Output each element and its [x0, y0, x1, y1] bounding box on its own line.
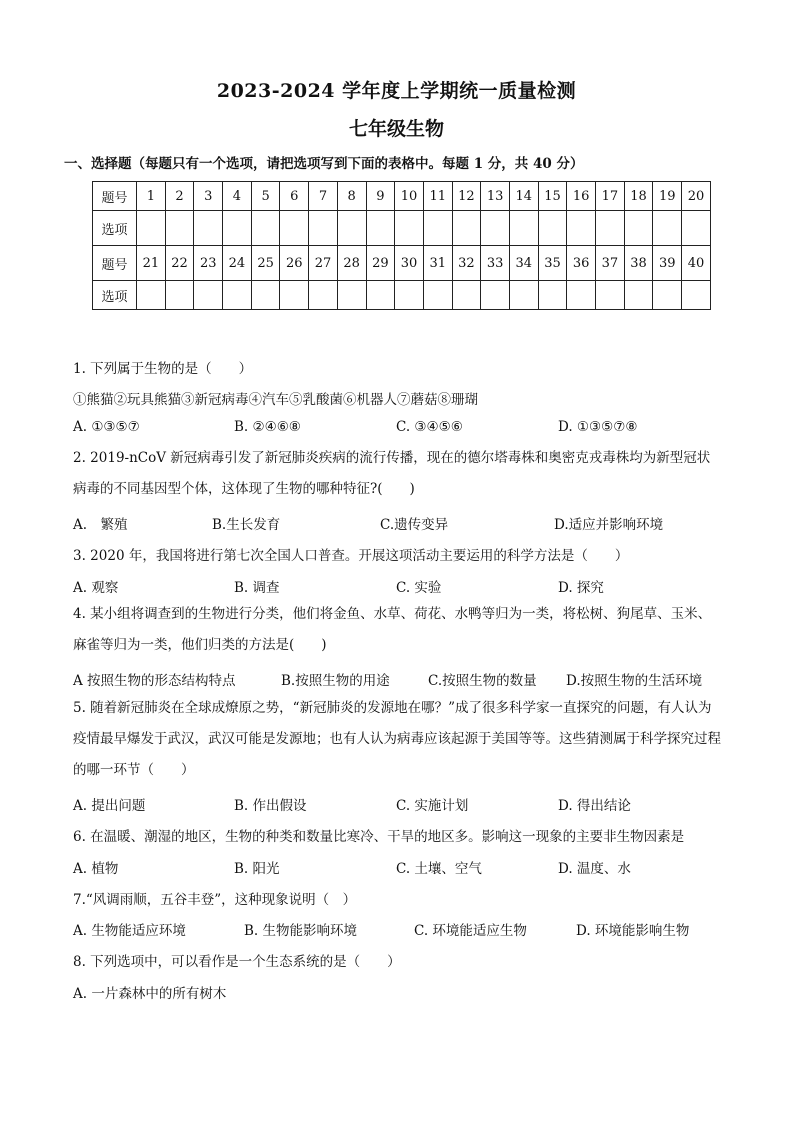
- answer-cell[interactable]: [596, 281, 625, 310]
- option-d[interactable]: D. ①③⑤⑦⑧: [558, 419, 638, 435]
- answer-cell[interactable]: [137, 281, 166, 310]
- question-number-cell: 25: [251, 246, 280, 281]
- option-c[interactable]: C.按照生物的数量: [428, 673, 537, 689]
- answer-cell[interactable]: [194, 281, 223, 310]
- question-number-cell: 33: [481, 246, 510, 281]
- option-c[interactable]: C. 土壤、空气: [396, 861, 482, 877]
- answer-table-number-row-2: [93, 246, 711, 281]
- answer-cell[interactable]: [309, 211, 338, 246]
- question-7-stem: 7.“风调雨顺，五谷丰登”，这种现象说明（ ）: [73, 892, 357, 908]
- question-number-cell: 29: [366, 246, 395, 281]
- question-number-cell: 8: [337, 182, 366, 211]
- row-label-option: 选项: [93, 281, 137, 310]
- option-b[interactable]: B. 作出假设: [234, 798, 307, 814]
- answer-cell[interactable]: [337, 211, 366, 246]
- answer-cell[interactable]: [596, 211, 625, 246]
- option-b[interactable]: B. 阳光: [234, 861, 280, 877]
- answer-cell[interactable]: [395, 211, 424, 246]
- answer-table: [92, 181, 711, 310]
- question-number-cell: 26: [280, 246, 309, 281]
- question-2-stem: 2. 2019-nCoV 新冠病毒引发了新冠肺炎疾病的流行传播，现在的德尔塔毒株和奥密克戎毒株均为新型冠状病毒的不同基因型个体，这体现了生物的哪种特征?( ): [73, 450, 711, 497]
- question-number-cell: 35: [538, 246, 567, 281]
- question-number-cell: 32: [452, 246, 481, 281]
- answer-cell[interactable]: [395, 281, 424, 310]
- answer-cell[interactable]: [137, 211, 166, 246]
- answer-cell[interactable]: [538, 281, 567, 310]
- question-number-cell: 30: [395, 246, 424, 281]
- question-number-cell: 7: [309, 182, 338, 211]
- question-number-cell: 20: [682, 182, 711, 211]
- answer-cell[interactable]: [194, 211, 223, 246]
- row-label-number: 题号: [93, 246, 137, 281]
- option-d[interactable]: D. 探究: [558, 580, 604, 596]
- question-number-cell: 10: [395, 182, 424, 211]
- question-number-cell: 15: [538, 182, 567, 211]
- question-6-stem: 6. 在温暖、潮湿的地区，生物的种类和数量比寒冷、干旱的地区多。影响这一现象的主要非生物因素是: [73, 829, 685, 845]
- option-a[interactable]: A. 植物: [73, 861, 119, 877]
- question-number-cell: 21: [137, 246, 166, 281]
- answer-cell[interactable]: [682, 281, 711, 310]
- answer-cell[interactable]: [366, 211, 395, 246]
- answer-cell[interactable]: [280, 211, 309, 246]
- question-3-stem: 3. 2020 年，我国将进行第七次全国人口普查。开展这项活动主要运用的科学方法是（ ）: [73, 548, 629, 564]
- answer-cell[interactable]: [280, 281, 309, 310]
- question-number-cell: 38: [624, 246, 653, 281]
- answer-cell[interactable]: [567, 281, 596, 310]
- option-a[interactable]: A. ①③⑤⑦: [73, 419, 140, 435]
- question-number-cell: 14: [509, 182, 538, 211]
- answer-cell[interactable]: [309, 281, 338, 310]
- answer-cell[interactable]: [509, 211, 538, 246]
- question-number-cell: 1: [137, 182, 166, 211]
- answer-cell[interactable]: [481, 211, 510, 246]
- question-number-cell: 40: [682, 246, 711, 281]
- option-c[interactable]: C.遗传变异: [380, 517, 449, 533]
- answer-cell[interactable]: [452, 281, 481, 310]
- question-8-stem: 8. 下列选项中，可以看作是一个生态系统的是（ ）: [73, 954, 401, 970]
- option-d[interactable]: D. 环境能影响生物: [576, 923, 690, 939]
- exam-subtitle: 七年级生物: [348, 118, 444, 140]
- answer-cell[interactable]: [624, 281, 653, 310]
- option-a[interactable]: A. 观察: [73, 580, 119, 596]
- question-number-cell: 24: [223, 246, 252, 281]
- option-b[interactable]: B. ②④⑥⑧: [234, 419, 301, 435]
- answer-cell[interactable]: [567, 211, 596, 246]
- option-a[interactable]: A 按照生物的形态结构特点: [73, 673, 236, 689]
- question-1-stem: 1. 下列属于生物的是（ ）: [73, 361, 253, 377]
- answer-cell[interactable]: [165, 281, 194, 310]
- question-number-cell: 31: [423, 246, 452, 281]
- question-number-cell: 16: [567, 182, 596, 211]
- answer-table-option-row-2: [93, 281, 711, 310]
- answer-cell[interactable]: [452, 211, 481, 246]
- answer-table-number-row-1: [93, 182, 711, 211]
- question-number-cell: 13: [481, 182, 510, 211]
- answer-cell[interactable]: [223, 211, 252, 246]
- exam-title: 2023-2024 学年度上学期统一质量检测: [216, 80, 577, 102]
- answer-cell[interactable]: [423, 211, 452, 246]
- question-number-cell: 9: [366, 182, 395, 211]
- answer-cell[interactable]: [251, 211, 280, 246]
- question-number-cell: 4: [223, 182, 252, 211]
- question-5-stem: 5. 随着新冠肺炎在全球成燎原之势，“新冠肺炎的发源地在哪？”成了很多科学家一直探究的问题，有人认为疫情最早爆发于武汉，武汉可能是发源地；也有人认为病毒应该起源于美国等等。这些猜测属于科学探究过程的哪一环节（ ）: [73, 700, 721, 778]
- option-a[interactable]: A. 一片森林中的所有树木: [73, 986, 227, 1002]
- answer-cell[interactable]: [653, 211, 682, 246]
- answer-cell[interactable]: [624, 211, 653, 246]
- option-d[interactable]: D.按照生物的生活环境: [566, 673, 703, 689]
- answer-cell[interactable]: [509, 281, 538, 310]
- question-number-cell: 5: [251, 182, 280, 211]
- question-number-cell: 12: [452, 182, 481, 211]
- question-number-cell: 36: [567, 246, 596, 281]
- option-b[interactable]: B.按照生物的用途: [281, 673, 390, 689]
- option-a[interactable]: A. 繁殖: [73, 517, 128, 533]
- answer-cell[interactable]: [682, 211, 711, 246]
- option-c[interactable]: C. 实验: [396, 580, 442, 596]
- question-number-cell: 34: [509, 246, 538, 281]
- option-d[interactable]: D.适应并影响环境: [554, 517, 664, 533]
- answer-table-option-row-1: [93, 211, 711, 246]
- answer-cell[interactable]: [337, 281, 366, 310]
- answer-cell[interactable]: [423, 281, 452, 310]
- question-number-cell: 27: [309, 246, 338, 281]
- question-number-cell: 2: [165, 182, 194, 211]
- option-b[interactable]: B. 调查: [234, 580, 280, 596]
- option-a[interactable]: A. 生物能适应环境: [73, 923, 186, 939]
- answer-cell[interactable]: [366, 281, 395, 310]
- answer-cell[interactable]: [481, 281, 510, 310]
- option-b[interactable]: B.生长发育: [212, 517, 281, 533]
- option-c[interactable]: C. 环境能适应生物: [414, 923, 527, 939]
- question-number-cell: 23: [194, 246, 223, 281]
- option-d[interactable]: D. 温度、水: [558, 861, 631, 877]
- option-b[interactable]: B. 生物能影响环境: [244, 923, 358, 939]
- option-c[interactable]: C. 实施计划: [396, 798, 469, 814]
- question-number-cell: 19: [653, 182, 682, 211]
- question-number-cell: 28: [337, 246, 366, 281]
- question-number-cell: 11: [423, 182, 452, 211]
- question-number-cell: 39: [653, 246, 682, 281]
- question-1-items: ①熊猫②玩具熊猫③新冠病毒④汽车⑤乳酸菌⑥机器人⑦蘑菇⑧珊瑚: [73, 392, 478, 408]
- option-d[interactable]: D. 得出结论: [558, 798, 631, 814]
- question-4-stem: 4. 某小组将调查到的生物进行分类，他们将金鱼、水草、荷花、水鸭等归为一类，将松树、狗尾草、玉米、麻雀等归为一类，他们归类的方法是( ): [73, 606, 712, 653]
- answer-cell[interactable]: [538, 211, 567, 246]
- answer-cell[interactable]: [251, 281, 280, 310]
- question-number-cell: 22: [165, 246, 194, 281]
- section-heading: 一、选择题（每题只有一个选项，请把选项写到下面的表格中。每题 1 分，共 40 分）: [64, 156, 584, 172]
- question-number-cell: 17: [596, 182, 625, 211]
- question-number-cell: 37: [596, 246, 625, 281]
- question-number-cell: 3: [194, 182, 223, 211]
- question-number-cell: 6: [280, 182, 309, 211]
- question-number-cell: 18: [624, 182, 653, 211]
- option-a[interactable]: A. 提出问题: [73, 798, 146, 814]
- answer-cell[interactable]: [165, 211, 194, 246]
- answer-cell[interactable]: [653, 281, 682, 310]
- row-label-number: 题号: [93, 182, 137, 211]
- row-label-option: 选项: [93, 211, 137, 246]
- answer-cell[interactable]: [223, 281, 252, 310]
- option-c[interactable]: C. ③④⑤⑥: [396, 419, 463, 435]
